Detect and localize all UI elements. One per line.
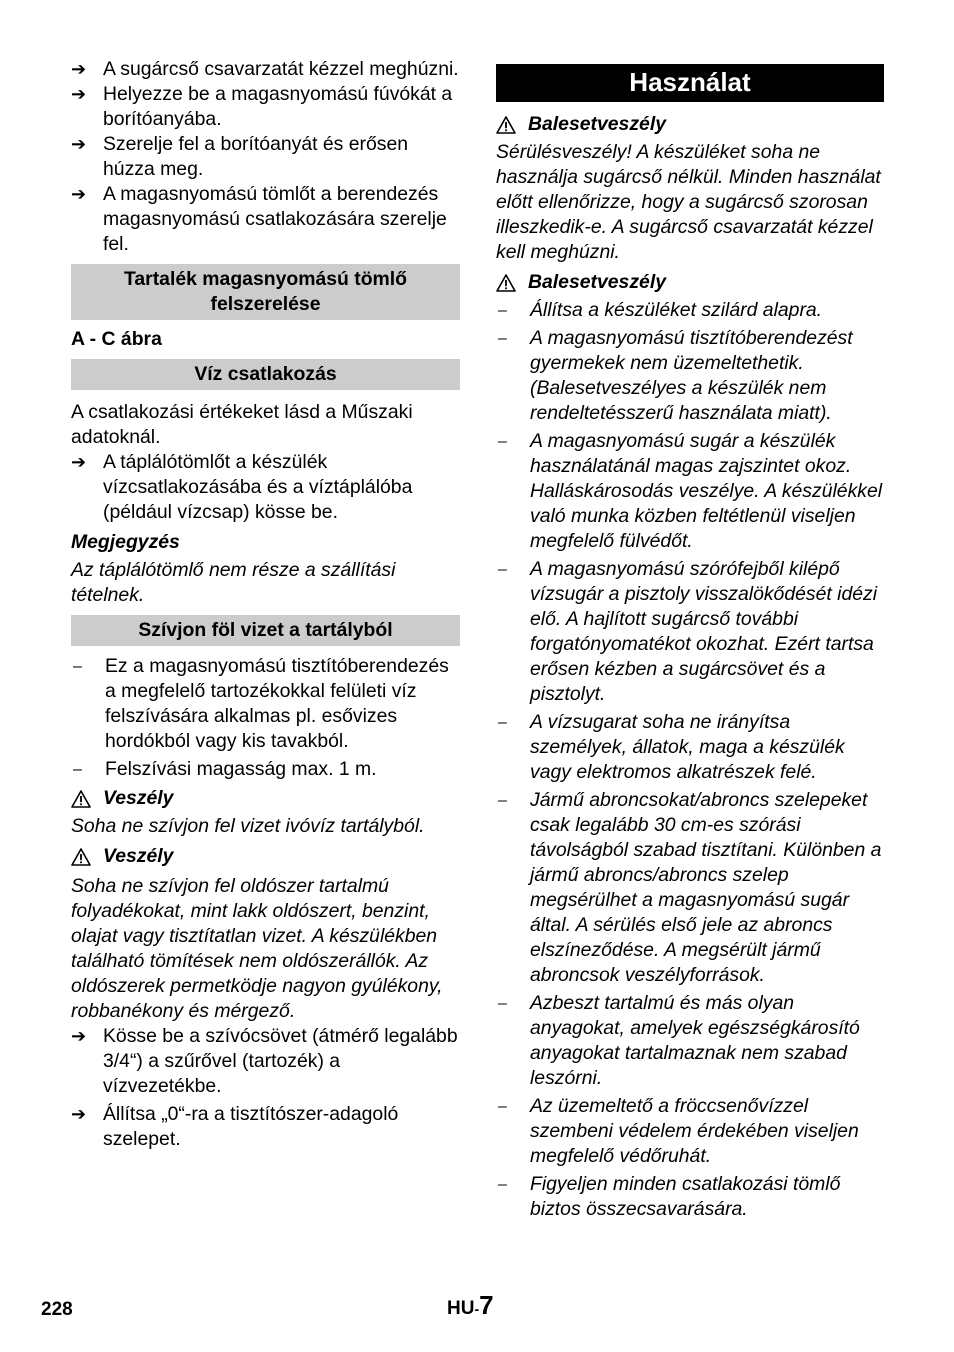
note-text: Az táplálótömlő nem része a szállítási tételnek. [71, 559, 396, 606]
arrow-icon: ➔ [71, 134, 87, 154]
dash-text: A magasnyomású szórófejből kilépő vízsugár a pisztoly visszalökődését idézi elő. A hajlított sugárcső további forgatónyomatékot okozhat. Ezért tartsa erősen kézben a sugárcsövet és a pisztolyt. [530, 558, 878, 705]
left-column [71, 57, 460, 1152]
arrow-icon: ➔ [71, 1026, 87, 1046]
step-item [71, 1024, 460, 1099]
dash-bullet: – [498, 714, 507, 731]
dash-bullet: – [498, 792, 507, 809]
right-column [496, 64, 884, 1222]
arrow-icon: ➔ [71, 1104, 87, 1124]
dash-item [496, 1172, 884, 1222]
dash-text: Felszívási magasság max. 1 m. [105, 758, 377, 780]
step-item [71, 450, 460, 525]
dash-text: Azbeszt tartalmú és más olyan anyagokat, amelyek egészségkárosító anyagokat tartalmaznak nem szabad leszórni. [530, 992, 860, 1089]
step-text: Kösse be a szívócsövet (átmérő legalább 3/4“) a szűrővel (tartozék) a vízvezetékbe. [103, 1025, 458, 1097]
dash-text: A vízsugarat soha ne irányítsa személyek, állatok, maga a készülék vagy elektromos alkatrészek felé. [530, 711, 845, 783]
warning-triangle-icon [71, 790, 91, 808]
step-item [71, 57, 460, 82]
step-item [71, 82, 460, 132]
dash-item [496, 557, 884, 707]
dash-bullet: – [498, 330, 507, 347]
page-number: 228 [41, 1299, 73, 1320]
step-text: Szerelje fel a borítóanyát és erősen húzza meg. [103, 133, 409, 180]
arrow-icon: ➔ [71, 184, 87, 204]
figure-reference: A - C ábra [71, 328, 162, 350]
dash-text: Figyeljen minden csatlakozási tömlő biztos összecsavarására. [530, 1173, 841, 1220]
danger-text: Soha ne szívjon fel oldószer tartalmú folyadékokat, mint lakk oldószert, benzint, olajat vagy tisztítatlan vizet. A készülékben található tömítések nem oldószerállók. Az oldószerek permetködje nagyon gyúlékony, robbanékony és mérgező. [71, 875, 443, 1022]
warning-heading [496, 270, 884, 295]
language-code: HU [447, 1298, 475, 1319]
dash-bullet: – [498, 995, 507, 1012]
dash-item [71, 757, 460, 782]
dash-bullet: – [498, 1098, 507, 1115]
section-heading-suction: Szívjon föl vizet a tartályból [71, 615, 460, 646]
dash-text: Az üzemeltető a fröccsenővízzel szembeni védelem érdekében viseljen megfelelő védőruhát. [530, 1095, 859, 1167]
warning-triangle-icon [71, 848, 91, 866]
step-text: A sugárcső csavarzatát kézzel meghúzni. [103, 58, 459, 80]
step-text: Helyezze be a magasnyomású fúvókát a borítóanyába. [103, 83, 453, 130]
dash-item [496, 429, 884, 554]
danger-label: Veszély [103, 787, 174, 809]
step-item [71, 182, 460, 257]
dash-item [496, 788, 884, 988]
code-separator: - [474, 1301, 480, 1317]
dash-item [496, 326, 884, 426]
danger-text: Soha ne szívjon fel vizet ivóvíz tartályból. [71, 815, 425, 837]
arrow-icon: ➔ [71, 59, 87, 79]
dash-item [496, 710, 884, 785]
section-page-number: 7 [479, 1290, 494, 1320]
dash-text: A magasnyomású sugár a készülék használatánál magas zajszintet okoz. Halláskárosodás veszélye. A készülékkel való munka közben feltétlenül viseljen megfelelő fülvédőt. [530, 430, 883, 552]
note-label: Megjegyzés [71, 531, 180, 553]
dash-item [496, 1094, 884, 1169]
dash-text: A magasnyomású tisztítóberendezést gyermekek nem üzemeltethetik. (Balesetveszélyes a készülék nem rendeltetésszerű használata miatt). [530, 327, 853, 424]
warning-label: Balesetveszély [528, 271, 666, 293]
arrow-icon: ➔ [71, 84, 87, 104]
step-text: Állítsa „0“-ra a tisztítószer-adagoló szelepet. [103, 1103, 399, 1150]
warning-label: Balesetveszély [528, 113, 666, 135]
section-page-code [447, 1290, 494, 1322]
section-heading-use: Használat [496, 64, 884, 102]
warning-triangle-icon [496, 116, 516, 134]
step-text: A táplálótömlőt a készülék vízcsatlakozásába és a víztáplálóba (például vízcsap) kösse be. [103, 451, 413, 523]
step-item [71, 132, 460, 182]
dash-text: Jármű abroncsokat/abroncs szelepeket csak legalább 30 cm-es szórási távolságból szabad tisztítani. Különben a jármű abroncs/abroncs szelep megsérülhet a magasnyomású sugár által. A sérülés első jele az abroncs elszíneződése. A megsérült jármű abroncsok veszélyforrások. [530, 789, 882, 986]
danger-label: Veszély [103, 845, 174, 867]
dash-bullet: – [498, 433, 507, 450]
dash-bullet: – [73, 658, 82, 675]
dash-item [496, 298, 884, 323]
dash-bullet: – [73, 761, 82, 778]
step-text: A magasnyomású tömlőt a berendezés magasnyomású csatlakozására szerelje fel. [103, 183, 447, 255]
dash-text: Állítsa a készüléket szilárd alapra. [530, 299, 823, 321]
danger-heading [71, 844, 460, 869]
warning-triangle-icon [496, 274, 516, 292]
water-connection-text: A csatlakozási értékeket lásd a Műszaki adatoknál. [71, 401, 413, 448]
dash-bullet: – [498, 302, 507, 319]
warning-heading [496, 112, 884, 137]
dash-text: Ez a magasnyomású tisztítóberendezés a megfelelő tartozékokkal felületi víz felszívására alkalmas pl. esővizes hordókból vagy kis tavakból. [105, 655, 449, 752]
warning-text: Sérülésveszély! A készüléket soha ne használja sugárcső nélkül. Minden használat előtt ellenőrizze, hogy a sugárcső szorosan illeszkedik-e. A sugárcső csavarzatát kézzel kell meghúzni. [496, 141, 881, 263]
dash-item [71, 654, 460, 754]
dash-item [496, 991, 884, 1091]
step-item [71, 1102, 460, 1152]
section-heading-water-connection: Víz csatlakozás [71, 359, 460, 390]
danger-heading [71, 786, 460, 811]
dash-bullet: – [498, 1176, 507, 1193]
section-heading-spare-hose: Tartalék magasnyomású tömlő felszerelése [71, 264, 460, 320]
arrow-icon: ➔ [71, 452, 87, 472]
dash-bullet: – [498, 561, 507, 578]
